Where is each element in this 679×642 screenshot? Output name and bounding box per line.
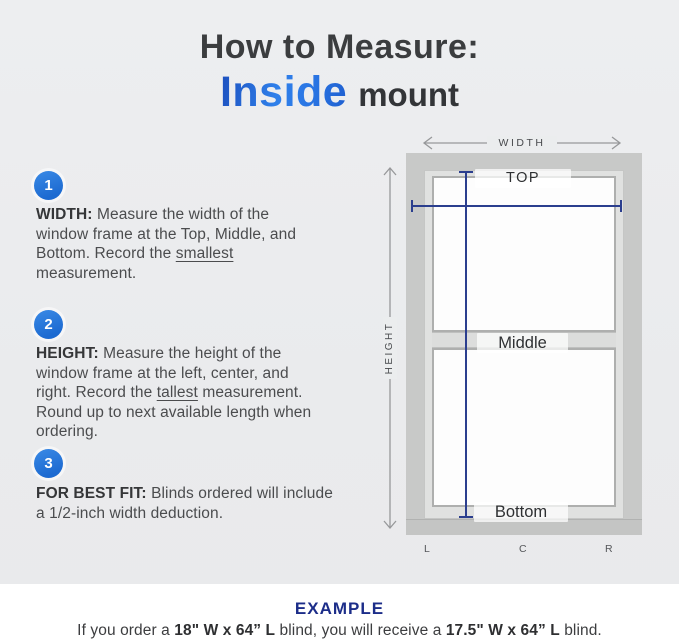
- text-segment: HEIGHT:: [36, 345, 99, 362]
- window-pane-lower: [432, 348, 616, 507]
- text-segment: window frame at the left, center, and: [36, 364, 289, 382]
- top-measure-label: TOP: [475, 169, 571, 188]
- step-3-number-badge: 3: [34, 449, 63, 478]
- example-strip: [0, 584, 679, 642]
- step-1-text: [36, 205, 381, 283]
- text-segment: measurement.: [36, 264, 137, 282]
- left-position-label: L: [424, 543, 431, 555]
- text-segment: tallest: [156, 384, 198, 401]
- text-segment: Measure the height of the: [98, 345, 282, 362]
- text-segment: blind.: [559, 622, 602, 639]
- title-rest-mount: mount: [358, 76, 460, 113]
- center-position-label: C: [519, 543, 528, 555]
- title-line1: How to Measure:: [199, 28, 480, 66]
- middle-measure-label: Middle: [477, 333, 568, 353]
- step-2-number-badge: 2: [34, 310, 63, 339]
- title-accent-inside: Inside: [219, 68, 348, 116]
- example-heading: EXAMPLE: [294, 599, 385, 618]
- text-segment: Bottom. Record the: [36, 245, 176, 262]
- example-sentence: [0, 622, 679, 640]
- bottom-measure-label: Bottom: [474, 502, 568, 522]
- height-arrow-label: HEIGHT: [383, 317, 397, 379]
- text-segment: smallest: [175, 245, 234, 262]
- window-pane-upper: [432, 176, 616, 332]
- step-2-text: [36, 344, 381, 442]
- text-segment: ordering.: [36, 423, 99, 440]
- text-segment: a 1/2-inch width deduction.: [36, 504, 224, 522]
- text-segment: If you order a: [77, 622, 175, 639]
- text-segment: Measure the width of the: [92, 206, 270, 223]
- page-title: [0, 28, 679, 117]
- text-segment: 17.5" W x 64” L: [445, 622, 560, 639]
- text-segment: Blinds ordered will include: [146, 485, 333, 502]
- text-segment: Round up to next available length when: [36, 403, 312, 421]
- text-segment: WIDTH:: [36, 206, 93, 223]
- step-3-text: [36, 484, 381, 523]
- text-segment: blind, you will receive a: [275, 622, 446, 639]
- width-arrow-label: WIDTH: [487, 136, 557, 150]
- text-segment: window frame at the Top, Middle, and: [36, 225, 297, 243]
- text-segment: measurement.: [197, 384, 303, 401]
- right-position-label: R: [605, 543, 614, 555]
- title-line2: [0, 68, 679, 117]
- text-segment: right. Record the: [36, 384, 157, 401]
- text-segment: 18" W x 64” L: [174, 622, 276, 639]
- text-segment: FOR BEST FIT:: [36, 485, 147, 502]
- step-1-number-badge: 1: [34, 171, 63, 200]
